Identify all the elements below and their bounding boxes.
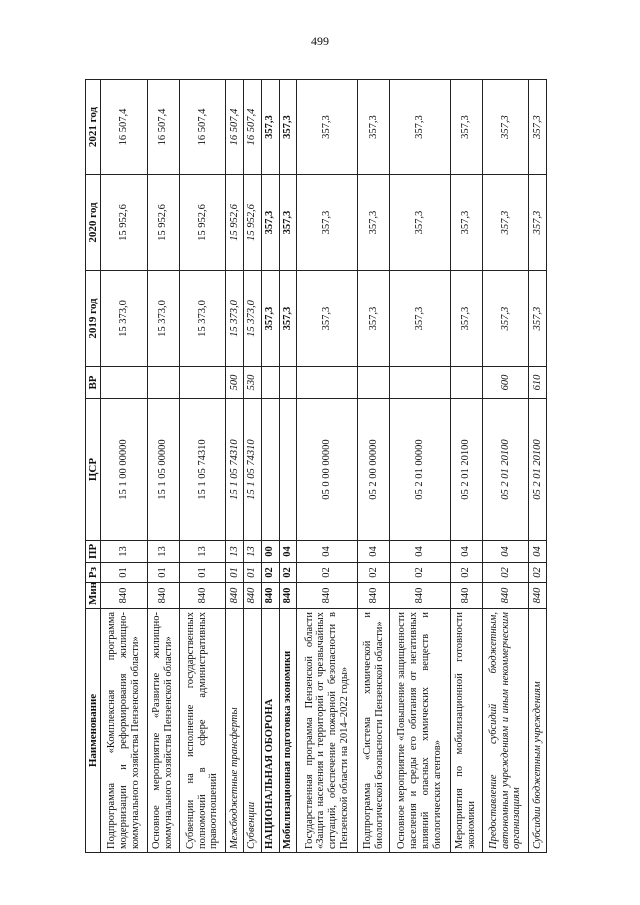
cell-min: 840 [450, 583, 482, 609]
cell-rz: 01 [101, 563, 147, 583]
cell-min: 840 [482, 583, 528, 609]
cell-csr [261, 399, 279, 541]
table-row [261, 80, 279, 853]
cell-min: 840 [358, 583, 390, 609]
cell-csr: 05 2 01 00000 [390, 399, 451, 541]
budget-table-rotated [85, 80, 547, 853]
cell-rz: 02 [482, 563, 528, 583]
table-body [101, 80, 547, 853]
cell-name: Мероприятия по мобилизационной готовности экономики [450, 609, 482, 853]
cell-y2019: 15 373,0 [179, 271, 225, 367]
cell-vr [179, 367, 225, 399]
col-header-2020: 2020 год [86, 175, 101, 271]
cell-csr: 05 0 00 00000 [297, 399, 358, 541]
cell-y2021: 357,3 [529, 80, 547, 175]
cell-y2019: 357,3 [358, 271, 390, 367]
table-row [279, 80, 297, 853]
table-header-row [86, 80, 101, 853]
cell-csr: 05 2 00 00000 [358, 399, 390, 541]
cell-min: 840 [529, 583, 547, 609]
cell-pr: 13 [243, 541, 261, 563]
cell-y2021: 357,3 [297, 80, 358, 175]
cell-vr [450, 367, 482, 399]
cell-y2019: 357,3 [297, 271, 358, 367]
cell-y2019: 15 373,0 [101, 271, 147, 367]
table-row [179, 80, 225, 853]
cell-y2020: 357,3 [297, 175, 358, 271]
cell-y2021: 357,3 [450, 80, 482, 175]
cell-y2020: 15 952,6 [226, 175, 244, 271]
cell-y2019: 15 373,0 [243, 271, 261, 367]
col-header-vr: ВР [86, 367, 101, 399]
cell-name: Основное мероприятие «Повышение защищенности населения и среды его обитания от негативных влияний опасных химических веществ и биологических агентов» [390, 609, 451, 853]
cell-name: Основное мероприятие «Развитие жилищно-коммунального хозяйства Пензенской области» [147, 609, 179, 853]
cell-name: Предоставление субсидий бюджетным, автономным учреждениям и иным некоммерческим организациям [482, 609, 528, 853]
cell-y2020: 15 952,6 [179, 175, 225, 271]
cell-name: Мобилизационная подготовка экономики [279, 609, 297, 853]
cell-name: Государственная программа Пензенской области «Защита населения и территорий от чрезвычайных ситуаций, обеспечение пожарной безопасности в Пензенской области на 2014–2022 годы» [297, 609, 358, 853]
cell-pr: 04 [279, 541, 297, 563]
table-row [147, 80, 179, 853]
cell-y2020: 15 952,6 [101, 175, 147, 271]
cell-rz: 01 [226, 563, 244, 583]
cell-rz: 02 [390, 563, 451, 583]
cell-min: 840 [390, 583, 451, 609]
cell-csr: 15 1 05 74310 [179, 399, 225, 541]
cell-vr [147, 367, 179, 399]
cell-vr: 600 [482, 367, 528, 399]
table-row [390, 80, 451, 853]
cell-y2020: 15 952,6 [147, 175, 179, 271]
table-row [297, 80, 358, 853]
cell-y2019: 357,3 [450, 271, 482, 367]
cell-min: 840 [226, 583, 244, 609]
cell-y2021: 357,3 [482, 80, 528, 175]
cell-y2021: 357,3 [279, 80, 297, 175]
cell-vr: 530 [243, 367, 261, 399]
cell-y2020: 357,3 [390, 175, 451, 271]
cell-y2021: 357,3 [358, 80, 390, 175]
cell-y2019: 15 373,0 [147, 271, 179, 367]
cell-rz: 01 [147, 563, 179, 583]
table-row [101, 80, 147, 853]
cell-y2021: 357,3 [390, 80, 451, 175]
cell-vr [358, 367, 390, 399]
cell-pr: 04 [390, 541, 451, 563]
cell-y2020: 357,3 [482, 175, 528, 271]
cell-y2020: 357,3 [261, 175, 279, 271]
cell-csr: 05 2 01 20100 [482, 399, 528, 541]
cell-y2020: 357,3 [358, 175, 390, 271]
col-header-name: Наименование [86, 609, 101, 853]
cell-min: 840 [243, 583, 261, 609]
cell-csr: 15 1 05 00000 [147, 399, 179, 541]
cell-rz: 02 [358, 563, 390, 583]
col-header-pr: ПР [86, 541, 101, 563]
cell-rz: 02 [279, 563, 297, 583]
cell-name: Субвенции на исполнение государственных полномочий в сфере административных правоотношений [179, 609, 225, 853]
cell-y2019: 357,3 [261, 271, 279, 367]
cell-y2019: 357,3 [529, 271, 547, 367]
col-header-rz: Рз [86, 563, 101, 583]
cell-pr: 04 [450, 541, 482, 563]
cell-rz: 01 [179, 563, 225, 583]
cell-rz: 02 [450, 563, 482, 583]
col-header-min: Мин [86, 583, 101, 609]
cell-vr: 500 [226, 367, 244, 399]
cell-csr: 15 1 05 74310 [226, 399, 244, 541]
cell-min: 840 [147, 583, 179, 609]
cell-csr [279, 399, 297, 541]
cell-vr [261, 367, 279, 399]
cell-min: 840 [279, 583, 297, 609]
cell-rz: 02 [529, 563, 547, 583]
cell-vr [101, 367, 147, 399]
cell-y2021: 16 507,4 [101, 80, 147, 175]
table-row [358, 80, 390, 853]
col-header-2021: 2021 год [86, 80, 101, 175]
cell-y2019: 357,3 [279, 271, 297, 367]
cell-min: 840 [297, 583, 358, 609]
cell-y2020: 357,3 [529, 175, 547, 271]
cell-csr: 05 2 01 20100 [529, 399, 547, 541]
budget-table [85, 79, 547, 853]
cell-y2021: 16 507,4 [226, 80, 244, 175]
cell-y2021: 16 507,4 [179, 80, 225, 175]
cell-name: НАЦИОНАЛЬНАЯ ОБОРОНА [261, 609, 279, 853]
page-number: 499 [311, 34, 329, 48]
cell-min: 840 [179, 583, 225, 609]
cell-vr [297, 367, 358, 399]
cell-pr: 04 [482, 541, 528, 563]
col-header-2019: 2019 год [86, 271, 101, 367]
cell-y2019: 357,3 [482, 271, 528, 367]
cell-pr: 13 [101, 541, 147, 563]
cell-pr: 13 [179, 541, 225, 563]
cell-vr [279, 367, 297, 399]
cell-vr: 610 [529, 367, 547, 399]
cell-y2021: 16 507,4 [147, 80, 179, 175]
cell-csr: 15 1 00 00000 [101, 399, 147, 541]
cell-min: 840 [101, 583, 147, 609]
table-row [482, 80, 528, 853]
table-row [226, 80, 244, 853]
cell-y2020: 357,3 [279, 175, 297, 271]
cell-pr: 04 [297, 541, 358, 563]
cell-name: Субсидии бюджетным учреждениям [529, 609, 547, 853]
cell-y2020: 15 952,6 [243, 175, 261, 271]
table-row [529, 80, 547, 853]
cell-rz: 02 [261, 563, 279, 583]
cell-y2019: 357,3 [390, 271, 451, 367]
table-row [450, 80, 482, 853]
cell-y2020: 357,3 [450, 175, 482, 271]
cell-rz: 02 [297, 563, 358, 583]
cell-csr: 05 2 01 20100 [450, 399, 482, 541]
cell-pr: 04 [358, 541, 390, 563]
col-header-csr: ЦСР [86, 399, 101, 541]
table-row [243, 80, 261, 853]
cell-name: Субвенции [243, 609, 261, 853]
cell-y2021: 16 507,4 [243, 80, 261, 175]
cell-name: Межбюджетные трансферты [226, 609, 244, 853]
cell-pr: 13 [226, 541, 244, 563]
cell-y2019: 15 373,0 [226, 271, 244, 367]
cell-name: Подпрограмма «Комплексная программа модернизации и реформирования жилищно-коммунального хозяйства Пензенской области» [101, 609, 147, 853]
cell-min: 840 [261, 583, 279, 609]
cell-rz: 01 [243, 563, 261, 583]
cell-name: Подпрограмма «Система химической и биологической безопасности Пензенской области» [358, 609, 390, 853]
cell-pr: 04 [529, 541, 547, 563]
cell-pr: 00 [261, 541, 279, 563]
cell-csr: 15 1 05 74310 [243, 399, 261, 541]
cell-pr: 13 [147, 541, 179, 563]
cell-vr [390, 367, 451, 399]
cell-y2021: 357,3 [261, 80, 279, 175]
